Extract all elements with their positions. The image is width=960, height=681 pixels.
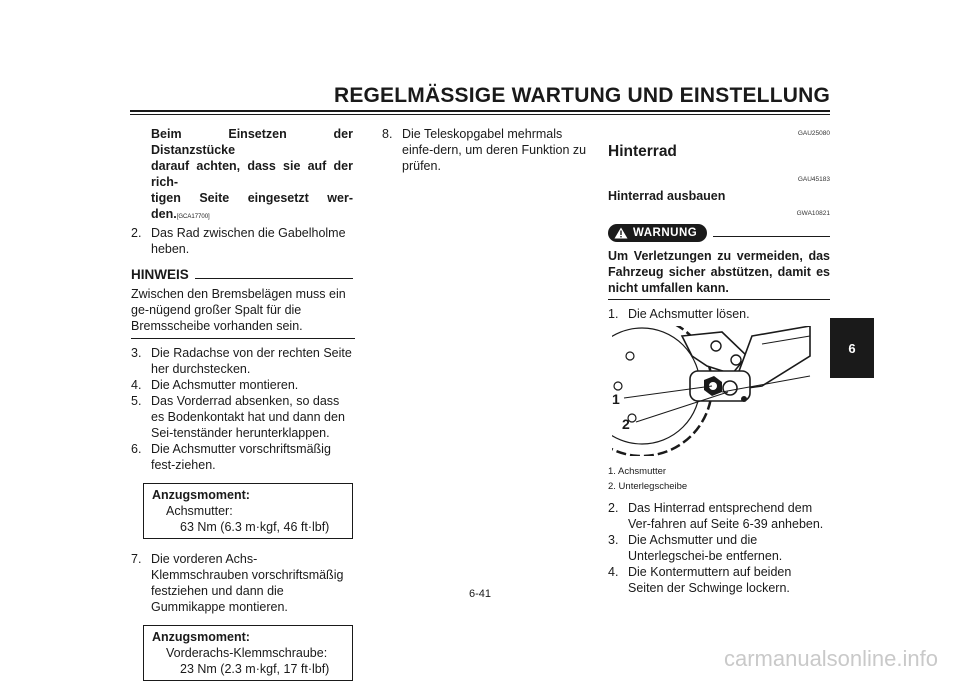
warning-label: WARNUNG [633, 227, 698, 239]
step-2-rear [608, 500, 830, 532]
step-text: Die Achsmutter vorschriftsmäßig fest-ziehen. [151, 442, 331, 472]
ref-code: GAU45183 [797, 176, 830, 183]
caution-line: den. [151, 207, 177, 221]
warning-text: Um Verletzungen zu vermeiden, das Fahrzeug sicher abstützen, damit es nicht umfallen kann. [608, 248, 830, 300]
step-text: Die Radachse von der rechten Seite her durchstecken. [151, 346, 352, 376]
step-text: Das Vorderrad absenken, so dass es Bodenkontakt hat und dann den Sei-tenständer herunterklappen. [151, 394, 345, 440]
figure-label-1: 1 [612, 391, 620, 407]
torque-box [143, 483, 353, 539]
note-heading [131, 267, 353, 283]
right-column [608, 126, 830, 596]
caption-item: 2. Unterlegscheibe [608, 481, 688, 492]
torque-value: 63 Nm (6.3 m·kgf, 46 ft·lbf) [180, 520, 330, 534]
step-1 [608, 306, 830, 322]
step-4 [131, 377, 353, 393]
title-rule-thin [130, 114, 830, 115]
ref-code: GWA10821 [796, 210, 830, 217]
torque-value: 23 Nm (2.3 m·kgf, 17 ft·lbf) [180, 662, 330, 676]
step-number: 5. [131, 394, 142, 408]
caption-item: 1. Achsmutter [608, 466, 667, 477]
step-number: 1. [608, 307, 619, 321]
warning-badge [608, 224, 707, 242]
figure-label-2: 2 [622, 416, 630, 432]
subsection-title: Hinterrad ausbauen [608, 189, 726, 203]
step-number: 6. [131, 442, 142, 456]
note-text: Zwischen den Bremsbelägen muss ein ge-nügend großer Spalt für die Bremsscheibe vorhanden sein. [131, 286, 355, 339]
rear-wheel-illustration [612, 326, 812, 456]
step-number: 3. [131, 346, 142, 360]
step-number: 3. [608, 533, 619, 547]
step-number: 8. [382, 127, 393, 141]
step-number: 7. [131, 552, 142, 566]
middle-column [382, 126, 590, 174]
torque-box [143, 625, 353, 681]
step-number: 2. [608, 501, 619, 515]
caution-line: Beim Einsetzen der Distanzstücke [151, 127, 353, 157]
torque-heading: Anzugsmoment: [152, 630, 250, 644]
step-3-rear [608, 532, 830, 564]
caution-line: tigen Seite eingesetzt wer- [151, 191, 353, 205]
step-text: Das Rad zwischen die Gabelholme heben. [151, 226, 346, 256]
title-rule [130, 110, 830, 112]
ref-code: GAU25080 [797, 130, 830, 137]
step-6 [131, 441, 353, 473]
warning-triangle-icon [614, 227, 628, 239]
page-number: 6-41 [468, 588, 492, 600]
page-title: REGELMÄSSIGE WARTUNG UND EINSTELLUNG [333, 84, 830, 107]
step-number: 2. [131, 226, 142, 240]
torque-heading: Anzugsmoment: [152, 488, 250, 502]
step-text: Die vorderen Achs-Klemmschrauben vorschriftsmäßig festziehen und dann die Gummikappe montieren. [151, 552, 344, 614]
step-text: Die Achsmutter montieren. [151, 378, 299, 392]
caution-line: darauf achten, dass sie auf der rich- [151, 159, 353, 189]
step-5 [131, 393, 353, 441]
chapter-tab: 6 [830, 318, 874, 378]
caution-code: [GCA17700] [176, 214, 210, 220]
step-3 [131, 345, 353, 377]
step-7 [131, 551, 353, 615]
caution-text [131, 126, 353, 225]
section-title: Hinterrad [608, 143, 677, 160]
torque-item: Vorderachs-Klemmschraube: [166, 646, 328, 660]
step-text: Die Kontermuttern auf beiden Seiten der Schwinge lockern. [628, 565, 792, 595]
watermark: carmanualsonline.info [723, 646, 938, 671]
warning-heading [608, 224, 830, 242]
note-rule [195, 278, 353, 279]
warning-rule [713, 236, 830, 237]
torque-item: Achsmutter: [166, 504, 233, 518]
step-2 [131, 225, 353, 257]
figure-caption [608, 464, 830, 494]
step-text: Die Achsmutter und die Unterlegschei-be entfernen. [628, 533, 783, 563]
rear-wheel-figure [612, 326, 812, 456]
step-number: 4. [131, 378, 142, 392]
step-text: Das Hinterrad entsprechend dem Ver-fahren auf Seite 6-39 anheben. [628, 501, 824, 531]
step-text: Die Teleskopgabel mehrmals einfe-dern, um deren Funktion zu prüfen. [402, 127, 587, 173]
step-text: Die Achsmutter lösen. [628, 307, 750, 321]
step-8 [382, 126, 590, 174]
note-label: HINWEIS [131, 267, 189, 282]
step-number: 4. [608, 565, 619, 579]
